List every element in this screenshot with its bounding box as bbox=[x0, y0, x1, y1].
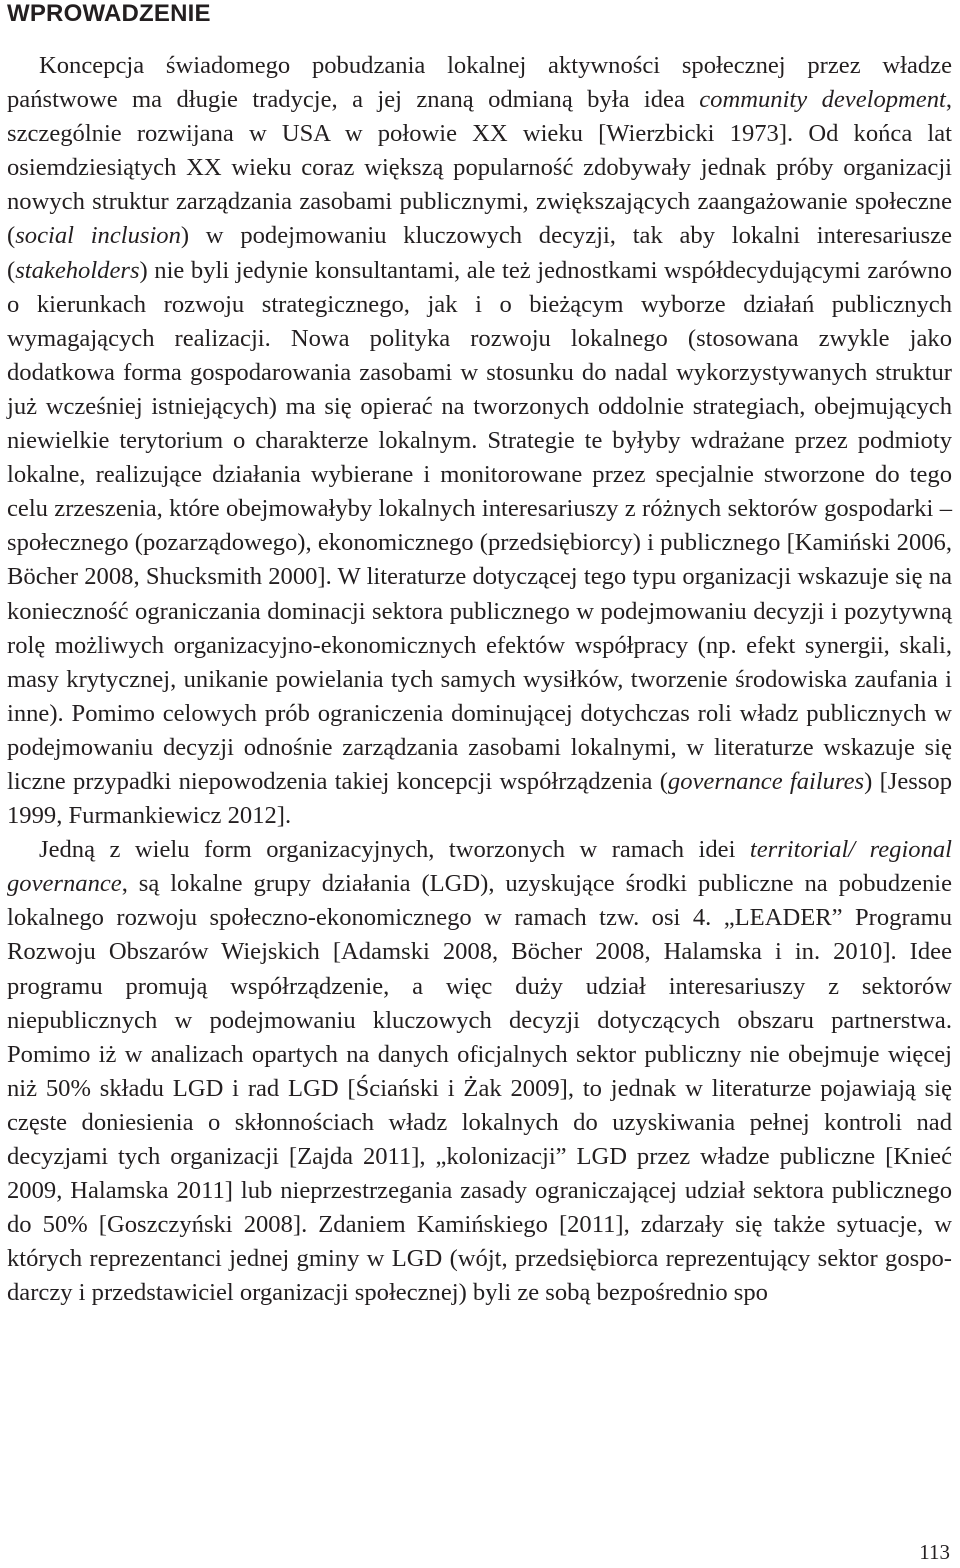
italic-term: territorial/ regional governance bbox=[7, 836, 953, 898]
text-segment: ) nie byli jedynie konsultantami, ale też jednostkami współdecydującymi zarówno o kierunkach rozwoju strategicznego, jak i o bieżącym wyborze działań publicznych wymagających realizacji. Nowa polityka rozwoju lokalnego (stosowana zwykle jako dodatkowa forma gospodarowania zasobami w stosunku do nadal wykorzystywanych struktur już wcześniej istniejących) ma się opierać na tworzonych oddolnie strategiach, obejmujących niewielkie terytorium o charakterze lokalnym. Strategie te byłyby wdrażane przez podmioty lokalne, realizujące działania wybierane i monitorowane przez specjalnie stworzone do tego celu zrzeszenia, które obejmowałyby lokalnych interesariuszy z różnych sektorów gospodarki – społecznego (pozarządowego), ekonomicznego (przedsiębiorcy) i publicznego [Kamiński 2006, Böcher 2008, Shucksmith 2000]. W literaturze dotyczącej tego typu organizacji wskazuje się na konieczność ograniczania dominacji sektora publicznego w podejmowaniu decyzji i pozytywną rolę możliwych organizacyjno-ekonomicznych efektów współpracy (np. efekt synergii, skali, masy krytycznej, unikanie powielania tych samych wysiłków, tworzenie środowiska zaufania i inne). Pomimo celowych prób ograniczenia dominującej dotychczas roli władz publicznych w podejmowaniu decyzji odnośnie zarządzania zasobami lokalnymi, w literaturze wskazuje się liczne przypadki niepowodzenia takiej koncepcji współrządzenia ( bbox=[7, 256, 952, 795]
italic-term: community development bbox=[699, 86, 946, 114]
text-segment: , szczególnie rozwijana w USA w połowie XX wieku [Wierzbicki 1973]. Od końca lat osiemdziesiątych XX wieku coraz większą popularność zdobywały jednak próby organizacji nowych struktur zarządzania zasobami publicznymi, zwiększających zaangażowanie społeczne ( bbox=[7, 86, 953, 250]
text-segment: ) w podejmowaniu kluczowych decyzji, tak aby lokalni interesariusze ( bbox=[7, 222, 952, 284]
italic-term: governance failures bbox=[667, 767, 865, 795]
body-text bbox=[7, 49, 952, 1310]
italic-term: stakeholders bbox=[15, 256, 140, 284]
document-page bbox=[7, 0, 953, 1307]
paragraph-2 bbox=[7, 833, 952, 1310]
section-heading: WPROWADZENIE bbox=[7, 0, 211, 27]
text-segment: Jedną z wielu form organizacyjnych, tworzonych w ramach idei bbox=[39, 836, 750, 864]
italic-term: social inclusion bbox=[15, 222, 181, 250]
page-number: 113 bbox=[919, 1540, 950, 1564]
text-segment: , są lokalne grupy działania (LGD), uzyskujące środki publiczne na pobudzenie lokalnego rozwoju społeczno-ekonomicznego w ramach tzw. osi 4. „LEADER” Programu Rozwoju Obszarów Wiejskich [Adamski 2008, Böcher 2008, Halamska i in. 2010]. Idee programu promują współrządzenie, a więc duży udział interesariuszy z sektorów niepublicznych w podejmowaniu kluczowych decyzji dotyczących obszaru partnerstwa. Pomimo iż w analizach opartych na danych oficjalnych sektor publiczny nie obejmuje więcej niż 50% składu LGD i rad LGD [Ściański i Żak 2009], to jednak w literaturze pojawiają się częste doniesienia o skłonnościach władz lokalnych do uzyskiwania pełnej kontroli nad decyzjami tych organizacji [Zajda 2011], „kolonizacji” LGD przez władze publiczne [Knieć 2009, Halamska 2011] lub nieprzestrzegania zasady ograniczającej udział sektora publicznego do 50% [Goszczyński 2008]. Zdaniem Kamińskiego [2011], zdarzały się także sytuacje, w których reprezentanci jednej gminy w LGD (wójt, przedsiębiorca reprezentujący sektor gospodarczy i przedstawiciel organizacji społecznej) byli ze sobą bezpośrednio spo bbox=[7, 870, 952, 1307]
text-segment: ) [Jessop 1999, Furmankiewicz 2012]. bbox=[7, 767, 952, 830]
text-segment: Koncepcja świadomego pobudzania lokalnej aktywności społecznej przez władze państwowe ma długie tradycje, a jej znaną odmianą była idea bbox=[7, 52, 952, 114]
paragraph-1 bbox=[7, 49, 952, 833]
